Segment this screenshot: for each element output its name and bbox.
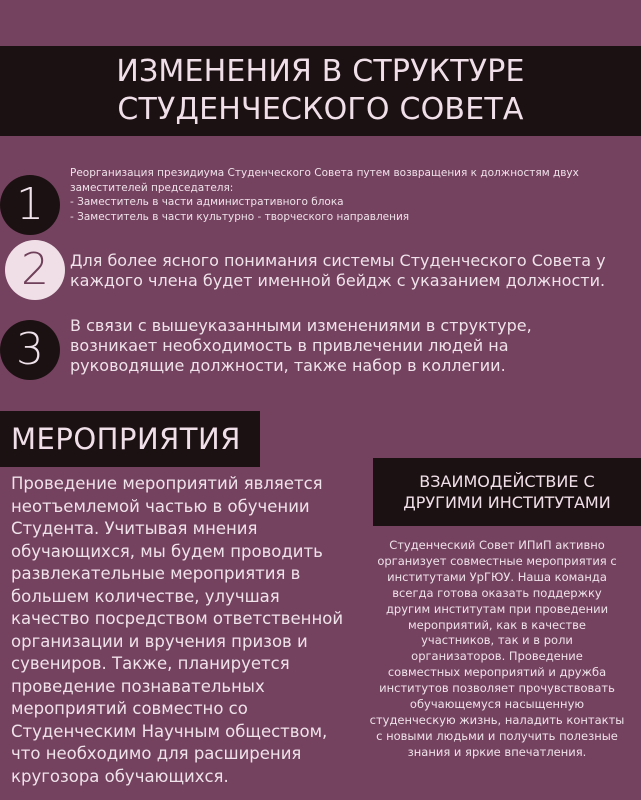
interaction-heading-line-1: ВЗАИМОДЕЙСТВИЕ С <box>419 472 595 491</box>
interaction-line: с новыми людьми и получить полезные <box>376 728 618 743</box>
list-item-1 <box>0 166 641 230</box>
list-item-1-line-3: - Заместитель в части административного блока <box>70 196 344 208</box>
interaction-body <box>358 538 636 761</box>
page-title <box>116 53 524 129</box>
list-item-3-text <box>70 316 631 376</box>
page-title-line-2: СТУДЕНЧЕСКОГО СОВЕТА <box>117 92 524 127</box>
events-line: организации и вручения призов и <box>11 631 308 651</box>
interaction-line: всегда готова оказать поддержку <box>392 585 602 600</box>
list-item-3-line-2: возникает необходимость в привлечении людей на <box>70 336 509 355</box>
events-line: развлекательные мероприятия в <box>11 564 301 583</box>
interaction-line: институтов позволяет прочувствовать <box>379 681 615 696</box>
interaction-line: знания и яркие впечатления. <box>407 744 587 759</box>
events-line: что необходимо для расширения <box>11 744 302 763</box>
interaction-line: другим институтам при проведении <box>385 601 609 616</box>
events-line: обучающихся, мы будем проводить <box>11 541 323 561</box>
events-line: Студенческим Научным обществом, <box>11 721 328 741</box>
events-line: Проведение мероприятий является <box>11 474 323 493</box>
interaction-heading-line-2: ДРУГИМИ ИНСТИТУТАМИ <box>403 493 611 512</box>
events-line: сувениров. Также, планируется <box>11 654 290 673</box>
interaction-heading-banner <box>373 458 641 526</box>
number-badge-1: 1 <box>0 175 60 235</box>
interaction-line: Студенческий Совет ИПиП активно <box>389 538 605 552</box>
interaction-line: организаторов. Проведение <box>411 649 583 664</box>
title-banner <box>0 46 641 136</box>
interaction-line: студенческую жизнь, наладить контакты <box>369 712 625 727</box>
list-item-3-line-3: руководящие должности, также набор в коллегии. <box>70 356 506 375</box>
interaction-line: обучающемуся насыщенную <box>409 697 585 712</box>
list-item-1-text <box>70 166 631 224</box>
events-line: Студента. Учитывая мнения <box>11 519 258 538</box>
number-badge-2: 2 <box>5 240 65 300</box>
interaction-line: мероприятий, как в качестве <box>407 617 587 632</box>
list-item-3-line-1: В связи с вышеуказанными изменениями в структуре, <box>70 316 532 335</box>
list-item-3 <box>0 316 641 382</box>
list-item-1-line-2: заместителей председателя: <box>70 181 234 194</box>
interaction-line: совместных мероприятий и дружба <box>387 665 607 680</box>
events-heading-banner <box>0 411 260 467</box>
interaction-line: участников, так и в роли <box>421 633 573 648</box>
list-item-2-text <box>70 251 631 291</box>
list-item-1-line-4: - Заместитель в части культурно - творческого направления <box>70 210 410 223</box>
events-line: проведение познавательных <box>11 676 265 696</box>
interaction-heading <box>403 471 610 513</box>
events-line: кругозора обучающихся. <box>11 766 229 786</box>
events-line: большем количестве, улучшая <box>11 586 280 606</box>
events-line: мероприятий совместно со <box>11 699 248 718</box>
list-item-1-line-1: Реорганизация президиума Студенческого Совета путем возвращения к должностям двух <box>70 167 579 179</box>
events-body <box>11 473 356 788</box>
interaction-line: организует совместные мероприятия с <box>377 553 617 568</box>
list-item-2 <box>0 240 641 302</box>
events-heading: МЕРОПРИЯТИЯ <box>11 422 241 456</box>
events-line: неотъемлемой частью в обучении <box>11 496 310 516</box>
list-item-2-line-2: каждого члена будет именной бейдж с указанием должности. <box>70 271 606 290</box>
list-item-2-line-1: Для более ясного понимания системы Студенческого Совета у <box>70 251 606 270</box>
page-title-line-1: ИЗМЕНЕНИЯ В СТРУКТУРЕ <box>116 54 525 89</box>
number-badge-3: 3 <box>0 320 60 380</box>
interaction-line: институтами УрГЮУ. Наша команда <box>387 569 607 584</box>
events-line: качество посредством ответственной <box>11 609 344 628</box>
